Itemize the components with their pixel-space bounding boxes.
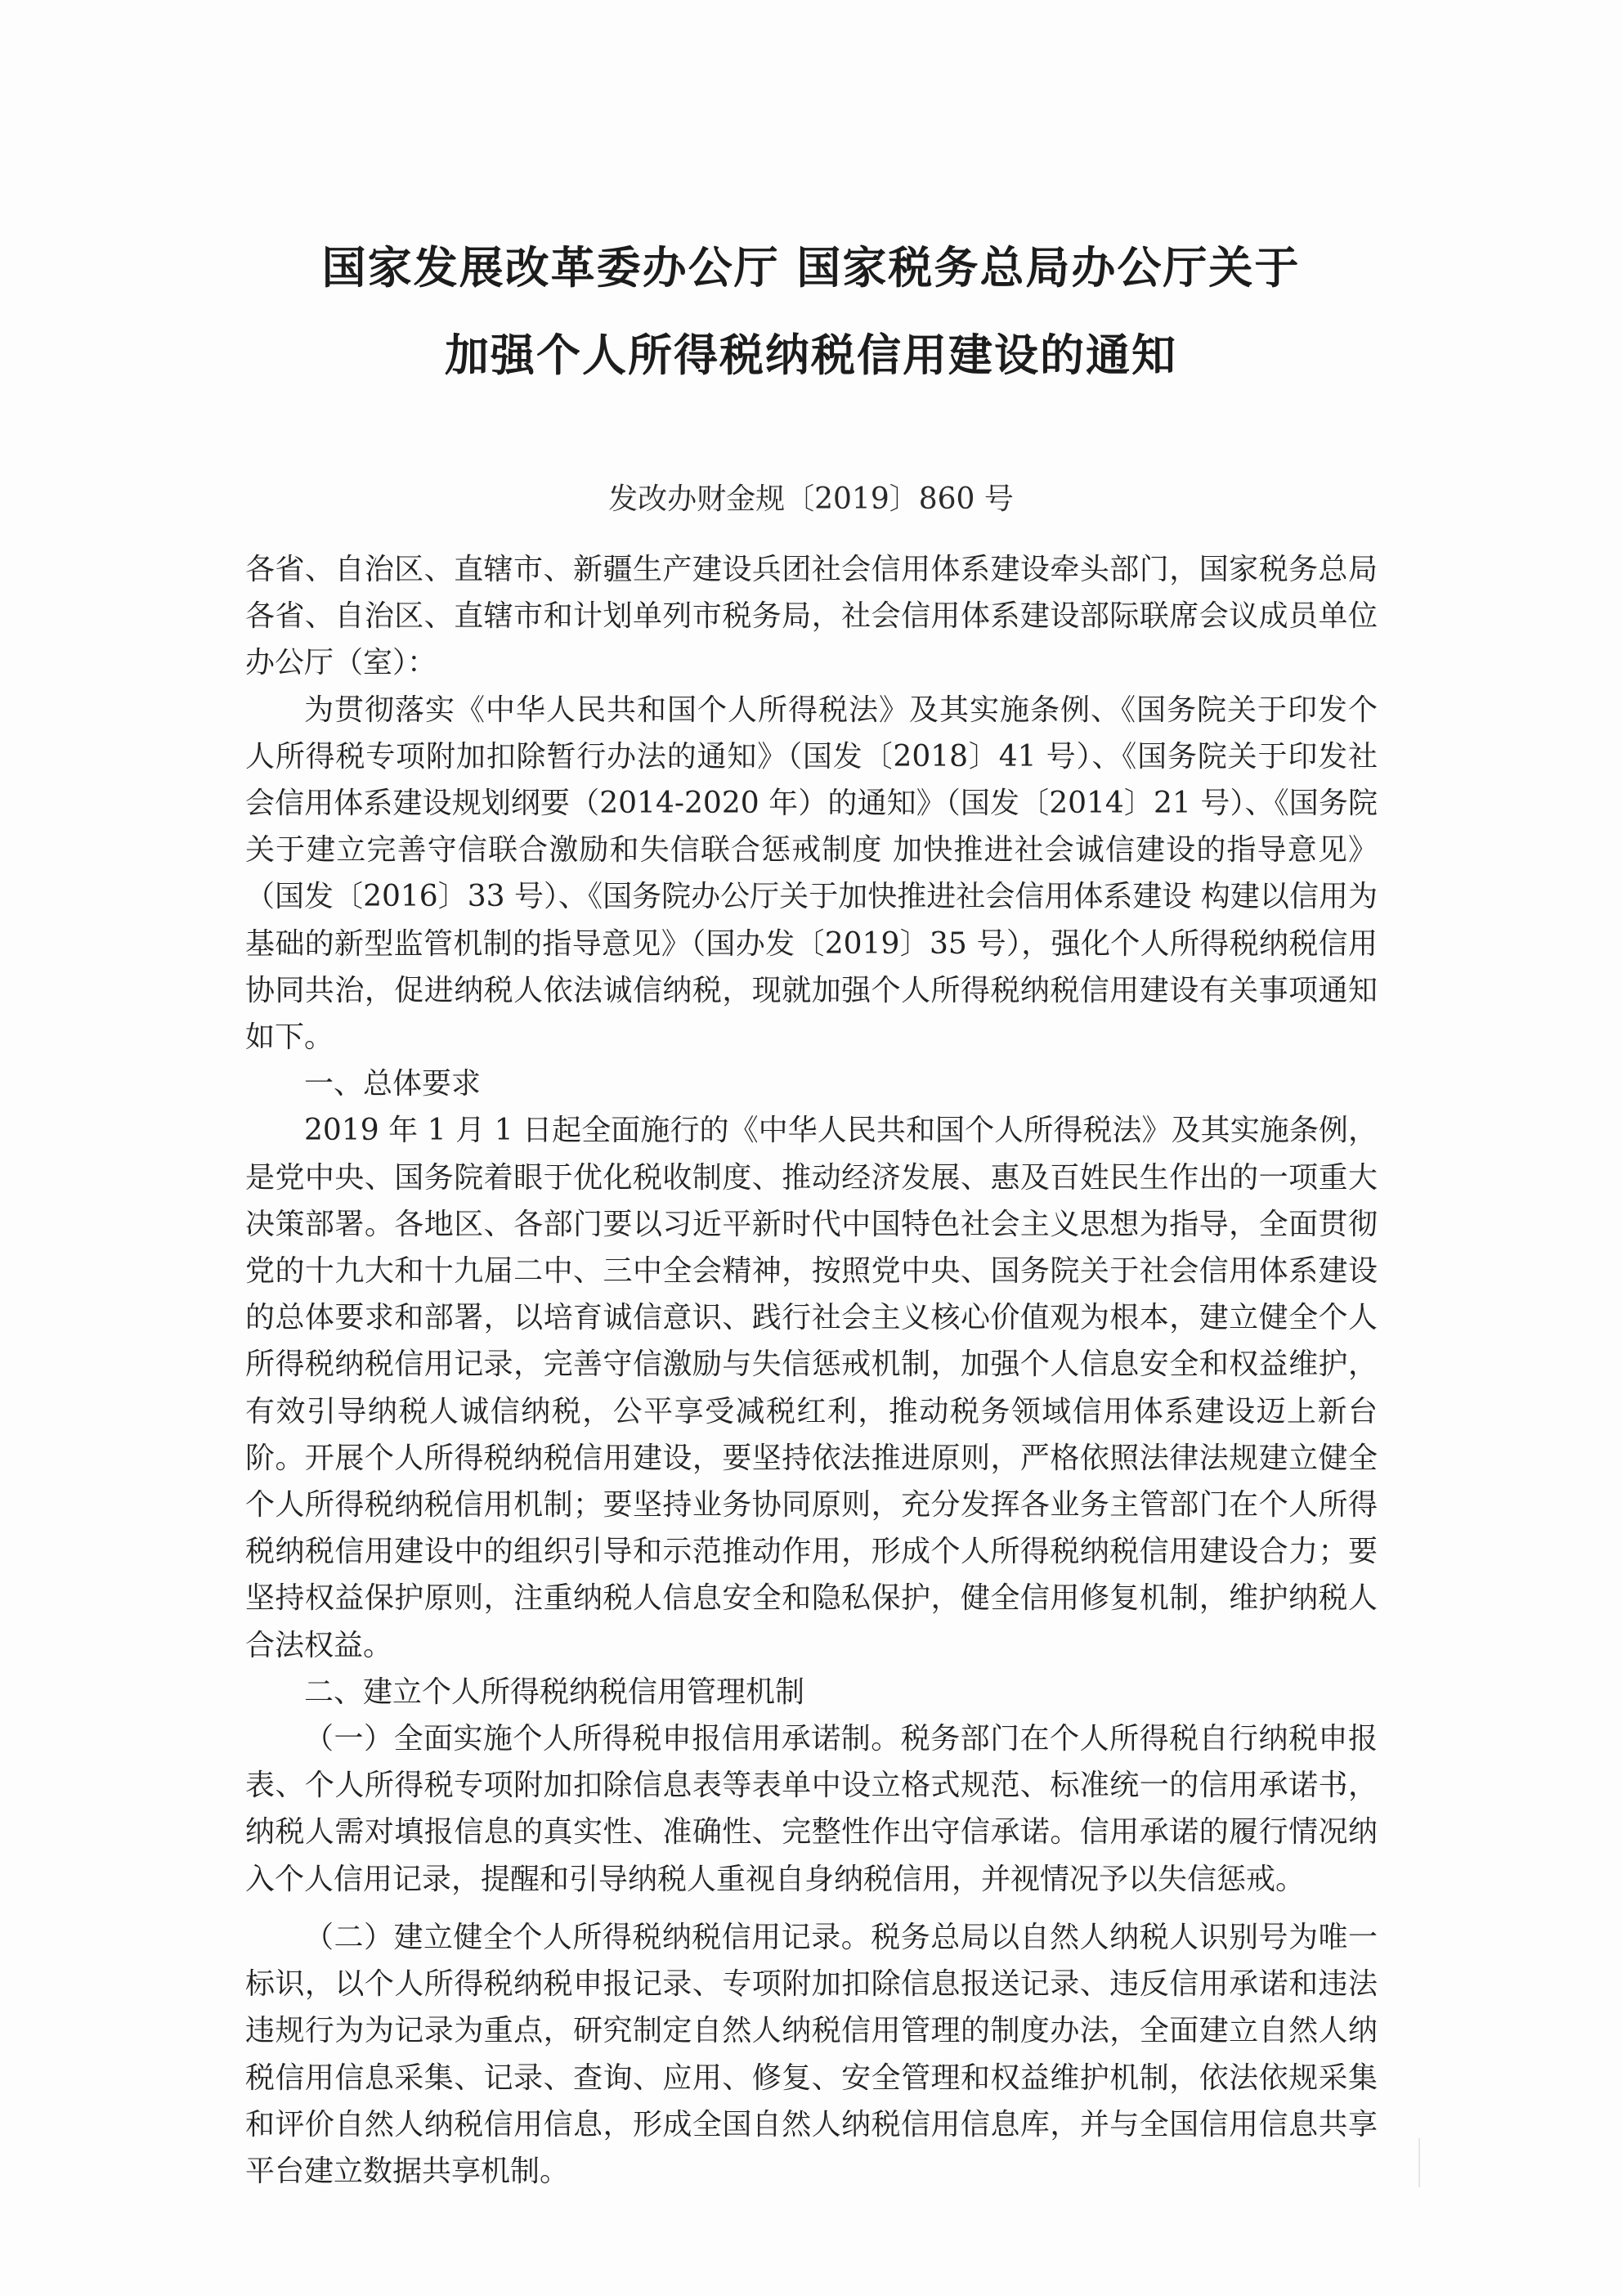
section-2-heading: 二、建立个人所得税纳税信用管理机制 bbox=[304, 1675, 805, 1709]
document-title-line-2: 加强个人所得税纳税信用建设的通知 bbox=[445, 330, 1177, 381]
section-1-paragraph: 2019 年 1 月 1 日起全面施行的《中华人民共和国个人所得税法》及其实施条例，是党中央、国务院着眼于优化税收制度、推动经济发展、惠及百姓民生作出的一项重大决策部署。各地区、各部门要以习近平新时代中国特色社会主义思想为指导，全面贯彻党的十九大和十九届二中、三中全会精神，按照党中央、国务院关于社会信用体系建设的总体要求和部署，以培育诚信意识、践行社会主义核心价值观为根本，建立健全个人所得税纳税信用记录，完善守信激励与失信惩戒机制，加强个人信息安全和权益维护，有效引导纳税人诚信纳税，公平享受减税红利，推动税务领域信用体系建设迈上新台阶。开展个人所得税纳税信用建设，要坚持依法推进原则，严格依照法律法规建立健全个人所得税纳税信用机制；要坚持业务协同原则，充分发挥各业务主管部门在个人所得税纳税信用建设中的组织引导和示范推动作用，形成个人所得税纳税信用建设合力；要坚持权益保护原则，注重纳税人信息安全和隐私保护，健全信用修复机制，维护纳税人合法权益。 bbox=[245, 1114, 1378, 1662]
item-1-paragraph: （一）全面实施个人所得税申报信用承诺制。税务部门在个人所得税自行纳税申报表、个人所得税专项附加扣除信息表等表单中设立格式规范、标准统一的信用承诺书，纳税人需对填报信息的真实性、准确性、完整性作出守信承诺。信用承诺的履行情况纳入个人信用记录，提醒和引导纳税人重视自身纳税信用，并视情况予以失信惩戒。 bbox=[245, 1722, 1378, 1896]
paragraph-gap bbox=[245, 1903, 1378, 1914]
recipients-paragraph: 各省、自治区、直辖市、新疆生产建设兵团社会信用体系建设牵头部门，国家税务总局各省、自治区、直辖市和计划单列市税务局，社会信用体系建设部际联席会议成员单位办公厅（室）： bbox=[245, 553, 1378, 680]
item-2-paragraph: （二）建立健全个人所得税纳税信用记录。税务总局以自然人纳税人识别号为唯一标识，以个人所得税纳税申报记录、专项附加扣除信息报送记录、违反信用承诺和违法违规行为为记录为重点，研究制定自然人纳税信用管理的制度办法，全面建立自然人纳税信用信息采集、记录、查询、应用、修复、安全管理和权益维护机制，依法依规采集和评价自然人纳税信用信息，形成全国自然人纳税信用信息库，并与全国信用信息共享平台建立数据共享机制。 bbox=[245, 1920, 1378, 2188]
section-1-heading: 一、总体要求 bbox=[304, 1067, 482, 1101]
document-title-line-1: 国家发展改革委办公厅 国家税务总局办公厅关于 bbox=[321, 242, 1301, 294]
scan-margin-mark bbox=[1418, 2138, 1420, 2187]
document-number: 发改办财金规〔2019〕860 号 bbox=[608, 482, 1014, 516]
document-body bbox=[245, 546, 1378, 2195]
preamble-paragraph: 为贯彻落实《中华人民共和国个人所得税法》及其实施条例、《国务院关于印发个人所得税专项附加扣除暂行办法的通知》（国发〔2018〕41 号）、《国务院关于印发社会信用体系建设规划纲要（2014-2020 年）的通知》（国发〔2014〕21 号）、《国务院关于建立完善守信联合激励和失信联合惩戒制度 加快推进社会诚信建设的指导意见》（国发〔2016〕33 号）、《国务院办公厅关于加快推进社会信用体系建设 构建以信用为基础的新型监管机制的指导意见》（国办发〔2019〕35 号），强化个人所得税纳税信用协同共治，促进纳税人依法诚信纳税，现就加强个人所得税纳税信用建设有关事项通知如下。 bbox=[245, 693, 1378, 1055]
